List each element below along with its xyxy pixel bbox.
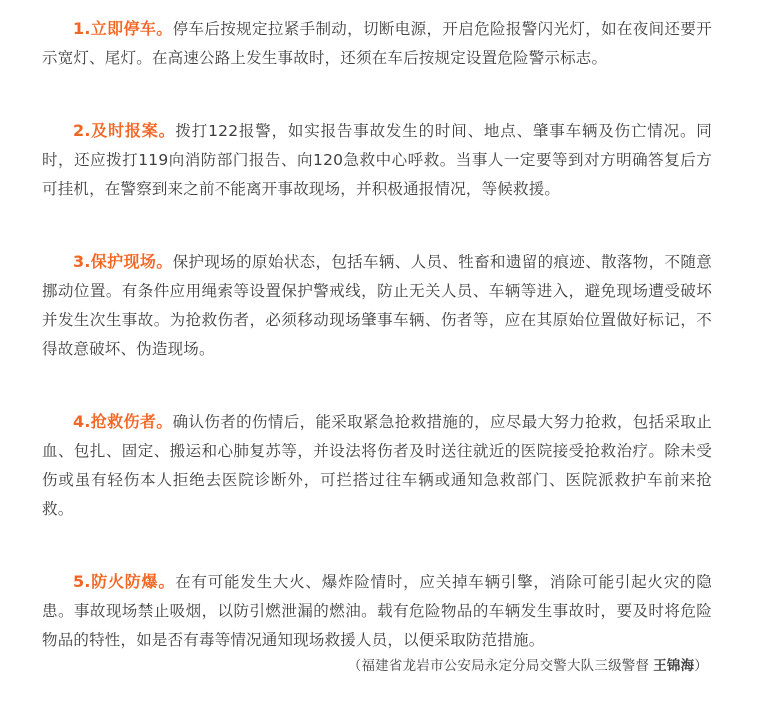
section-text: 保护现场的原始状态，包括车辆、人员、牲畜和遗留的痕迹、散落物，不随意挪动位置。有条件应用绳索等设置保护警戒线，防止无关人员、车辆等进入，避免现场遭受破坏并发生次生事故。为抢救伤者，必须移动现场肇事车辆、伤者等，应在其原始位置做好标记，不得故意破坏、伪造现场。 (42, 253, 712, 358)
credit-author-name: 王锦海 (653, 658, 695, 674)
section-text: 停车后按规定拉紧手制动，切断电源，开启危险报警闪光灯，如在夜间还要开示宽灯、尾灯。在高速公路上发生事故时，还须在车后按规定设置危险警示标志。 (42, 20, 712, 67)
credit-organization: 福建省龙岩市公安局永定分局交警大队三级警督 (361, 658, 650, 674)
section-title: 2.及时报案。 (73, 121, 176, 140)
credit-close-paren: ） (694, 658, 708, 674)
section-text: 确认伤者的伤情后，能采取紧急抢救措施的，应尽最大努力抢救，包括采取止血、包扎、固定、搬运和心肺复苏等，并设法将伤者及时送往就近的医院接受抢救治疗。除未受伤或虽有轻伤本人拒绝去医院诊断外，可拦搭过往车辆或通知急救部门、医院派救护车前来抢救。 (42, 413, 712, 518)
article-body (42, 14, 712, 698)
section-title: 5.防火防爆。 (73, 572, 176, 591)
section-fire-prevention (42, 567, 712, 655)
author-credit (348, 654, 708, 674)
section-title: 1.立即停车。 (73, 19, 173, 38)
section-text: 在有可能发生大火、爆炸险情时，应关掉车辆引擎，消除可能引起火灾的隐患。事故现场禁止吸烟，以防引燃泄漏的燃油。载有危险物品的车辆发生事故时，要及时将危险物品的特性，如是否有毒等情况通知现场救援人员，以便采取防范措施。 (42, 573, 712, 649)
credit-open-paren: （ (347, 658, 362, 674)
section-title: 3.保护现场。 (73, 252, 173, 271)
section-report-incident (42, 116, 712, 204)
section-rescue-injured (42, 407, 712, 524)
section-text: 拨打122报警，如实报告事故发生的时间、地点、肇事车辆及伤亡情况。同时，还应拨打119向消防部门报告、向120急救中心呼救。当事人一定要等到对方明确答复后方可挂机，在警察到来之前不能离开事故现场，并积极通报情况，等候救援。 (42, 122, 712, 198)
section-stop-vehicle (42, 14, 712, 73)
section-title: 4.抢救伤者。 (73, 412, 173, 431)
section-protect-scene (42, 247, 712, 364)
